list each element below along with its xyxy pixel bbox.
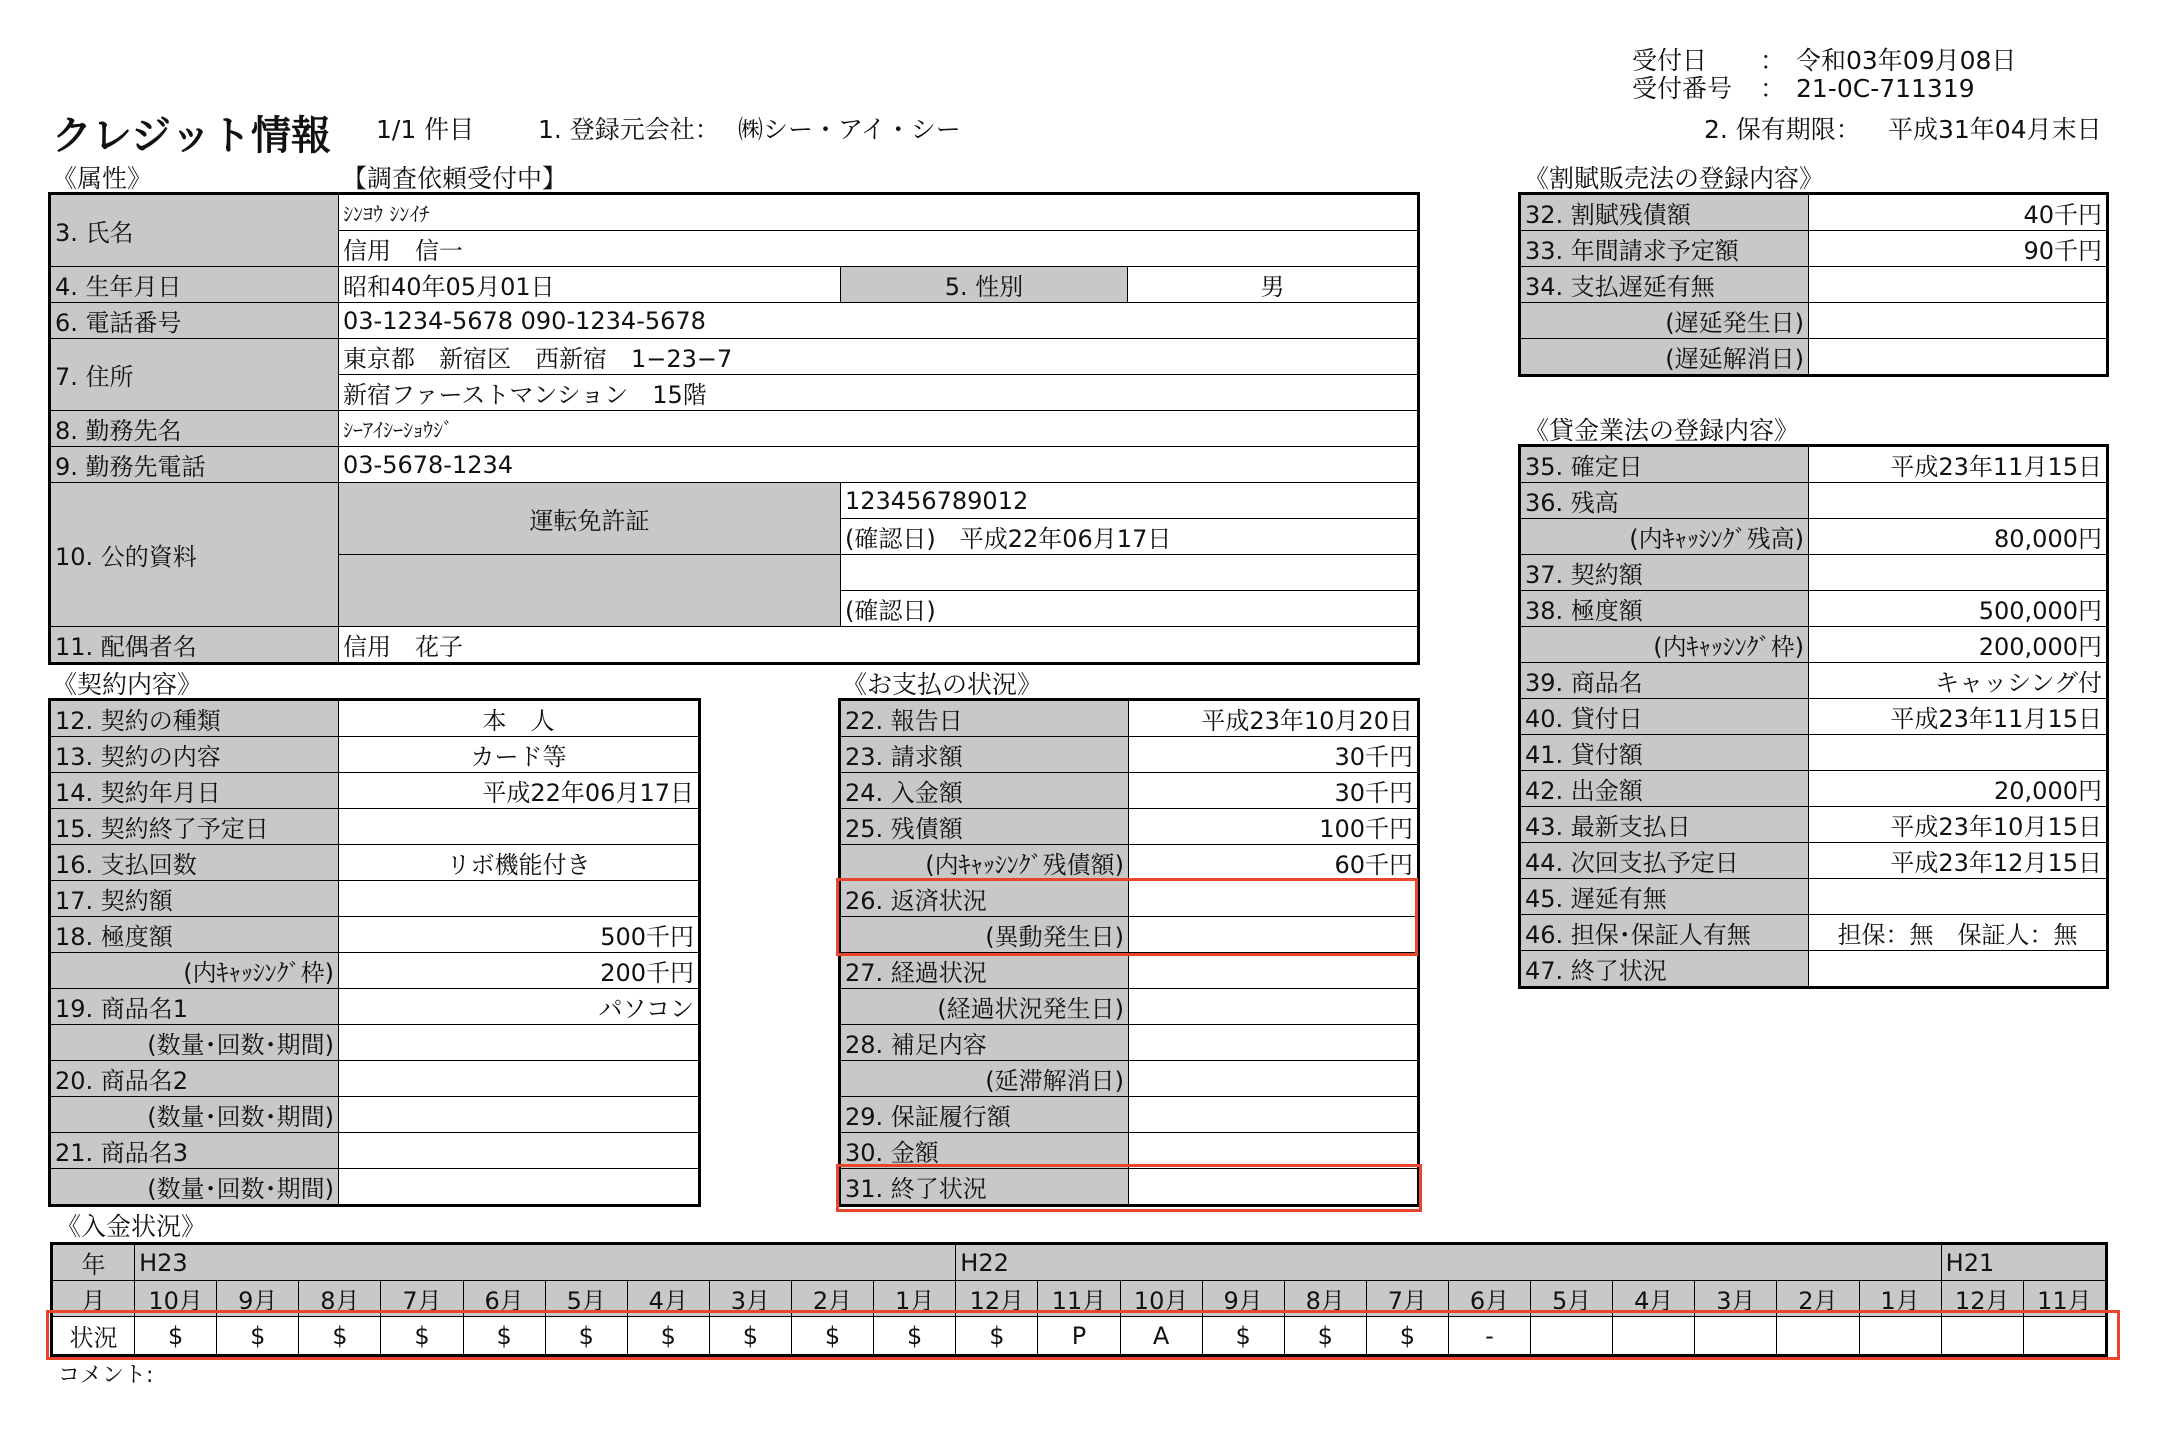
- installment-row: [1521, 267, 2107, 303]
- moneylending-value: 平成23年11月15日: [1809, 699, 2107, 735]
- payment-label: 24. 入金額: [841, 773, 1129, 809]
- payment-value: 平成23年10月20日: [1129, 701, 1418, 737]
- status-cell: $: [1284, 1317, 1366, 1355]
- employer-phone-label: 9. 勤務先電話: [51, 447, 339, 483]
- moneylending-label: 43. 最新支払日: [1521, 807, 1809, 843]
- status-cell: $: [381, 1317, 463, 1355]
- payment-value: 30千円: [1129, 773, 1418, 809]
- sex-value: 男: [1128, 267, 1418, 303]
- status-cell: $: [627, 1317, 709, 1355]
- month-cell: 6月: [1448, 1281, 1530, 1317]
- moneylending-label: (内ｷｬｯｼﾝｸﾞ残高): [1521, 519, 1809, 555]
- payment-value: 60千円: [1129, 845, 1418, 881]
- status-cell: [1613, 1317, 1695, 1355]
- payment-value: 100千円: [1129, 809, 1418, 845]
- payment-row: [841, 1025, 1418, 1061]
- month-cell: 10月: [1120, 1281, 1202, 1317]
- moneylending-row: [1521, 807, 2107, 843]
- moneylending-value: 平成23年11月15日: [1809, 447, 2107, 483]
- year-cell: H21: [1941, 1245, 2105, 1281]
- installment-label: (遅延解消日): [1521, 339, 1809, 375]
- payment-row: [841, 1169, 1418, 1205]
- payment-label: 29. 保証履行額: [841, 1097, 1129, 1133]
- month-cell: 8月: [1284, 1281, 1366, 1317]
- moneylending-label: 36. 残高: [1521, 483, 1809, 519]
- moneylending-value: [1809, 483, 2107, 519]
- moneylending-value: 平成23年10月15日: [1809, 807, 2107, 843]
- contract-label: 21. 商品名3: [51, 1133, 339, 1169]
- payment-label: 25. 残債額: [841, 809, 1129, 845]
- employer-phone-value: 03-5678-1234: [339, 447, 1418, 483]
- moneylending-label: 40. 貸付日: [1521, 699, 1809, 735]
- status-cell: $: [1202, 1317, 1284, 1355]
- moneylending-value: 担保：無 保証人：無: [1809, 915, 2107, 951]
- status-cell: $: [135, 1317, 217, 1355]
- payment-value: [1129, 1169, 1418, 1205]
- contract-row: [51, 773, 699, 809]
- name-kana: ｼﾝﾖｳ ｼﾝｲﾁ: [339, 195, 1418, 231]
- payment-row: [841, 701, 1418, 737]
- employer-label: 8. 勤務先名: [51, 411, 339, 447]
- contract-value: [339, 1061, 699, 1097]
- payment-label: (内ｷｬｯｼﾝｸﾞ残債額): [841, 845, 1129, 881]
- moneylending-label: 44. 次回支払予定日: [1521, 843, 1809, 879]
- comment-label: コメント:: [58, 1363, 154, 1388]
- contract-table: [50, 700, 699, 1205]
- moneylending-value: 200,000円: [1809, 627, 2107, 663]
- moneylending-row: [1521, 771, 2107, 807]
- contract-value: 本 人: [339, 701, 699, 737]
- payment-label: 26. 返済状況: [841, 881, 1129, 917]
- status-cell: $: [874, 1317, 956, 1355]
- moneylending-row: [1521, 627, 2107, 663]
- deposit-table: [52, 1244, 2106, 1355]
- moneylending-value: [1809, 951, 2107, 987]
- contract-value: パソコン: [339, 989, 699, 1025]
- month-cell: 8月: [299, 1281, 381, 1317]
- status-cell: [1859, 1317, 1941, 1355]
- contract-row: [51, 1097, 699, 1133]
- section-moneylending: 《貸金業法の登録内容》: [1524, 416, 1800, 445]
- contract-value: [339, 1169, 699, 1205]
- id-number: 123456789012: [841, 483, 1418, 519]
- payment-row: [841, 989, 1418, 1025]
- installment-row: [1521, 303, 2107, 339]
- installment-value: 90千円: [1809, 231, 2107, 267]
- section-payment: 《お支払の状況》: [842, 670, 1043, 699]
- status-cell: $: [217, 1317, 299, 1355]
- payment-value: [1129, 1133, 1418, 1169]
- contract-value: 平成22年06月17日: [339, 773, 699, 809]
- payment-row: [841, 1133, 1418, 1169]
- contract-value: 500千円: [339, 917, 699, 953]
- section-contract: 《契約内容》: [52, 670, 203, 699]
- id-confirm-date-2: (確認日): [841, 591, 1418, 627]
- contract-row: [51, 989, 699, 1025]
- moneylending-row: [1521, 447, 2107, 483]
- month-cell: 1月: [874, 1281, 956, 1317]
- year-cell: H23: [135, 1245, 956, 1281]
- month-cell: 12月: [1941, 1281, 2023, 1317]
- moneylending-label: 39. 商品名: [1521, 663, 1809, 699]
- payment-value: 30千円: [1129, 737, 1418, 773]
- contract-value: [339, 1097, 699, 1133]
- month-cell: 9月: [217, 1281, 299, 1317]
- payment-label: (延滞解消日): [841, 1061, 1129, 1097]
- moneylending-row: [1521, 879, 2107, 915]
- spouse-value: 信用 花子: [339, 627, 1418, 663]
- status-cell: $: [709, 1317, 791, 1355]
- moneylending-value: [1809, 735, 2107, 771]
- installment-row: [1521, 231, 2107, 267]
- moneylending-value: 500,000円: [1809, 591, 2107, 627]
- page-title: クレジット情報: [52, 113, 331, 159]
- status-cell: $: [463, 1317, 545, 1355]
- moneylending-label: 37. 契約額: [1521, 555, 1809, 591]
- colon: ：: [1760, 74, 1786, 103]
- payment-value: [1129, 1097, 1418, 1133]
- contract-value: [339, 1025, 699, 1061]
- section-installment: 《割賦販売法の登録内容》: [1524, 164, 1825, 193]
- status-cell: [1531, 1317, 1613, 1355]
- contract-label: (数量･回数･期間): [51, 1097, 339, 1133]
- contract-label: 16. 支払回数: [51, 845, 339, 881]
- dob-label: 4. 生年月日: [51, 267, 339, 303]
- payment-label: (異動発生日): [841, 917, 1129, 953]
- payment-value: [1129, 1025, 1418, 1061]
- status-cell: A: [1120, 1317, 1202, 1355]
- status-header: 状況: [53, 1317, 135, 1355]
- contract-label: 18. 極度額: [51, 917, 339, 953]
- contract-value: [339, 881, 699, 917]
- month-cell: 7月: [1366, 1281, 1448, 1317]
- moneylending-label: 45. 遅延有無: [1521, 879, 1809, 915]
- month-cell: 1月: [1859, 1281, 1941, 1317]
- attributes-table: [50, 194, 1418, 663]
- month-cell: 4月: [1613, 1281, 1695, 1317]
- contract-value: リボ機能付き: [339, 845, 699, 881]
- contract-row: [51, 953, 699, 989]
- payment-row: [841, 881, 1418, 917]
- payment-row: [841, 1097, 1418, 1133]
- status-cell: P: [1038, 1317, 1120, 1355]
- month-cell: 11月: [2023, 1281, 2105, 1317]
- moneylending-value: [1809, 555, 2107, 591]
- id-number-2: [841, 555, 1418, 591]
- contract-row: [51, 845, 699, 881]
- contract-row: [51, 1169, 699, 1205]
- contract-row: [51, 1061, 699, 1097]
- contract-label: (内ｷｬｯｼﾝｸﾞ枠): [51, 953, 339, 989]
- moneylending-value: [1809, 879, 2107, 915]
- address-line2: 新宿ファーストマンション 15階: [339, 375, 1418, 411]
- payment-row: [841, 809, 1418, 845]
- year-header: 年: [53, 1245, 135, 1281]
- month-cell: 2月: [1777, 1281, 1859, 1317]
- contract-value: カード等: [339, 737, 699, 773]
- contract-row: [51, 1025, 699, 1061]
- payment-value: [1129, 917, 1418, 953]
- status-cell: $: [1366, 1317, 1448, 1355]
- payment-label: 22. 報告日: [841, 701, 1129, 737]
- reception-date: 令和03年09月08日: [1796, 46, 2017, 75]
- moneylending-row: [1521, 555, 2107, 591]
- registrar-label: 1. 登録元会社：: [538, 115, 720, 144]
- phone-label: 6. 電話番号: [51, 303, 339, 339]
- installment-value: 40千円: [1809, 195, 2107, 231]
- payment-table: [840, 700, 1418, 1205]
- payment-row: [841, 917, 1418, 953]
- payment-label: 28. 補足内容: [841, 1025, 1129, 1061]
- moneylending-value: 20,000円: [1809, 771, 2107, 807]
- reception-no: 21-0C-711319: [1796, 74, 1975, 103]
- name-value: 信用 信一: [339, 231, 1418, 267]
- phone-value: 03-1234-5678 090-1234-5678: [339, 303, 1418, 339]
- address-label: 7. 住所: [51, 339, 339, 411]
- status-cell: $: [956, 1317, 1038, 1355]
- month-cell: 3月: [1695, 1281, 1777, 1317]
- moneylending-row: [1521, 843, 2107, 879]
- moneylending-row: [1521, 591, 2107, 627]
- payment-label: 27. 経過状況: [841, 953, 1129, 989]
- month-cell: 9月: [1202, 1281, 1284, 1317]
- year-cell: H22: [956, 1245, 1941, 1281]
- payment-row: [841, 737, 1418, 773]
- contract-row: [51, 809, 699, 845]
- payment-label: (経過状況発生日): [841, 989, 1129, 1025]
- contract-row: [51, 881, 699, 917]
- month-cell: 11月: [1038, 1281, 1120, 1317]
- moneylending-label: (内ｷｬｯｼﾝｸﾞ枠): [1521, 627, 1809, 663]
- payment-value: [1129, 989, 1418, 1025]
- month-cell: 4月: [627, 1281, 709, 1317]
- payment-label: 23. 請求額: [841, 737, 1129, 773]
- payment-value: [1129, 1061, 1418, 1097]
- contract-label: (数量･回数･期間): [51, 1169, 339, 1205]
- installment-table: [1520, 194, 2107, 375]
- installment-row: [1521, 339, 2107, 375]
- payment-value: [1129, 953, 1418, 989]
- installment-row: [1521, 195, 2107, 231]
- month-header: 月: [53, 1281, 135, 1317]
- employer-value: ｼｰｱｲｼｰｼｮｳｼﾞ: [339, 411, 1418, 447]
- id-type: 運転免許証: [339, 483, 841, 555]
- address-line1: 東京都 新宿区 西新宿 1−23−7: [339, 339, 1418, 375]
- status-cell: [1777, 1317, 1859, 1355]
- status-cell: [2023, 1317, 2105, 1355]
- installment-label: 34. 支払遅延有無: [1521, 267, 1809, 303]
- installment-value: [1809, 267, 2107, 303]
- moneylending-value: キャッシング付: [1809, 663, 2107, 699]
- contract-label: 13. 契約の内容: [51, 737, 339, 773]
- contract-row: [51, 1133, 699, 1169]
- contract-label: 12. 契約の種類: [51, 701, 339, 737]
- contract-value: [339, 809, 699, 845]
- payment-row: [841, 845, 1418, 881]
- contract-label: (数量･回数･期間): [51, 1025, 339, 1061]
- moneylending-label: 35. 確定日: [1521, 447, 1809, 483]
- moneylending-row: [1521, 663, 2107, 699]
- moneylending-row: [1521, 483, 2107, 519]
- reception-date-label: 受付日: [1632, 46, 1708, 75]
- month-cell: 5月: [1531, 1281, 1613, 1317]
- payment-label: 30. 金額: [841, 1133, 1129, 1169]
- registrar-name: ㈱シー・アイ・シー: [738, 115, 961, 144]
- id-type-2: [339, 555, 841, 627]
- contract-label: 17. 契約額: [51, 881, 339, 917]
- contract-row: [51, 737, 699, 773]
- section-deposit: 《入金状況》: [56, 1212, 207, 1241]
- name-label: 3. 氏名: [51, 195, 339, 267]
- moneylending-label: 41. 貸付額: [1521, 735, 1809, 771]
- moneylending-table: [1520, 446, 2107, 987]
- moneylending-value: 80,000円: [1809, 519, 2107, 555]
- contract-label: 20. 商品名2: [51, 1061, 339, 1097]
- payment-label: 31. 終了状況: [841, 1169, 1129, 1205]
- month-cell: 5月: [545, 1281, 627, 1317]
- payment-row: [841, 773, 1418, 809]
- reception-no-label: 受付番号: [1632, 74, 1733, 103]
- month-cell: 6月: [463, 1281, 545, 1317]
- moneylending-value: 平成23年12月15日: [1809, 843, 2107, 879]
- spouse-label: 11. 配偶者名: [51, 627, 339, 663]
- retention-label: 2. 保有期限：: [1704, 115, 1861, 144]
- section-attributes: 《属性》: [52, 164, 153, 193]
- installment-label: (遅延発生日): [1521, 303, 1809, 339]
- installment-label: 32. 割賦残債額: [1521, 195, 1809, 231]
- contract-value: 200千円: [339, 953, 699, 989]
- retention-date: 平成31年04月末日: [1888, 115, 2102, 144]
- contract-label: 15. 契約終了予定日: [51, 809, 339, 845]
- status-cell: $: [791, 1317, 873, 1355]
- status-cell: $: [545, 1317, 627, 1355]
- installment-value: [1809, 339, 2107, 375]
- sex-label: 5. 性別: [841, 267, 1128, 303]
- status-cell: $: [299, 1317, 381, 1355]
- moneylending-row: [1521, 735, 2107, 771]
- month-cell: 3月: [709, 1281, 791, 1317]
- month-cell: 7月: [381, 1281, 463, 1317]
- month-cell: 12月: [956, 1281, 1038, 1317]
- installment-label: 33. 年間請求予定額: [1521, 231, 1809, 267]
- contract-label: 14. 契約年月日: [51, 773, 339, 809]
- moneylending-row: [1521, 915, 2107, 951]
- payment-row: [841, 1061, 1418, 1097]
- moneylending-label: 46. 担保･保証人有無: [1521, 915, 1809, 951]
- status-cell: [1941, 1317, 2023, 1355]
- inquiry-status: 【調査依頼受付中】: [342, 164, 568, 193]
- moneylending-label: 42. 出金額: [1521, 771, 1809, 807]
- id-confirm-date: (確認日) 平成22年06月17日: [841, 519, 1418, 555]
- status-cell: [1695, 1317, 1777, 1355]
- month-cell: 10月: [135, 1281, 217, 1317]
- moneylending-label: 47. 終了状況: [1521, 951, 1809, 987]
- contract-value: [339, 1133, 699, 1169]
- moneylending-row: [1521, 951, 2107, 987]
- contract-row: [51, 917, 699, 953]
- contract-label: 19. 商品名1: [51, 989, 339, 1025]
- dob-value: 昭和40年05月01日: [339, 267, 841, 303]
- month-cell: 2月: [791, 1281, 873, 1317]
- status-cell: -: [1448, 1317, 1530, 1355]
- payment-row: [841, 953, 1418, 989]
- id-label: 10. 公的資料: [51, 483, 339, 627]
- page-counter: 1/1 件目: [376, 115, 475, 144]
- moneylending-label: 38. 極度額: [1521, 591, 1809, 627]
- moneylending-row: [1521, 699, 2107, 735]
- payment-value: [1129, 881, 1418, 917]
- installment-value: [1809, 303, 2107, 339]
- contract-row: [51, 701, 699, 737]
- colon: ：: [1760, 46, 1786, 75]
- moneylending-row: [1521, 519, 2107, 555]
